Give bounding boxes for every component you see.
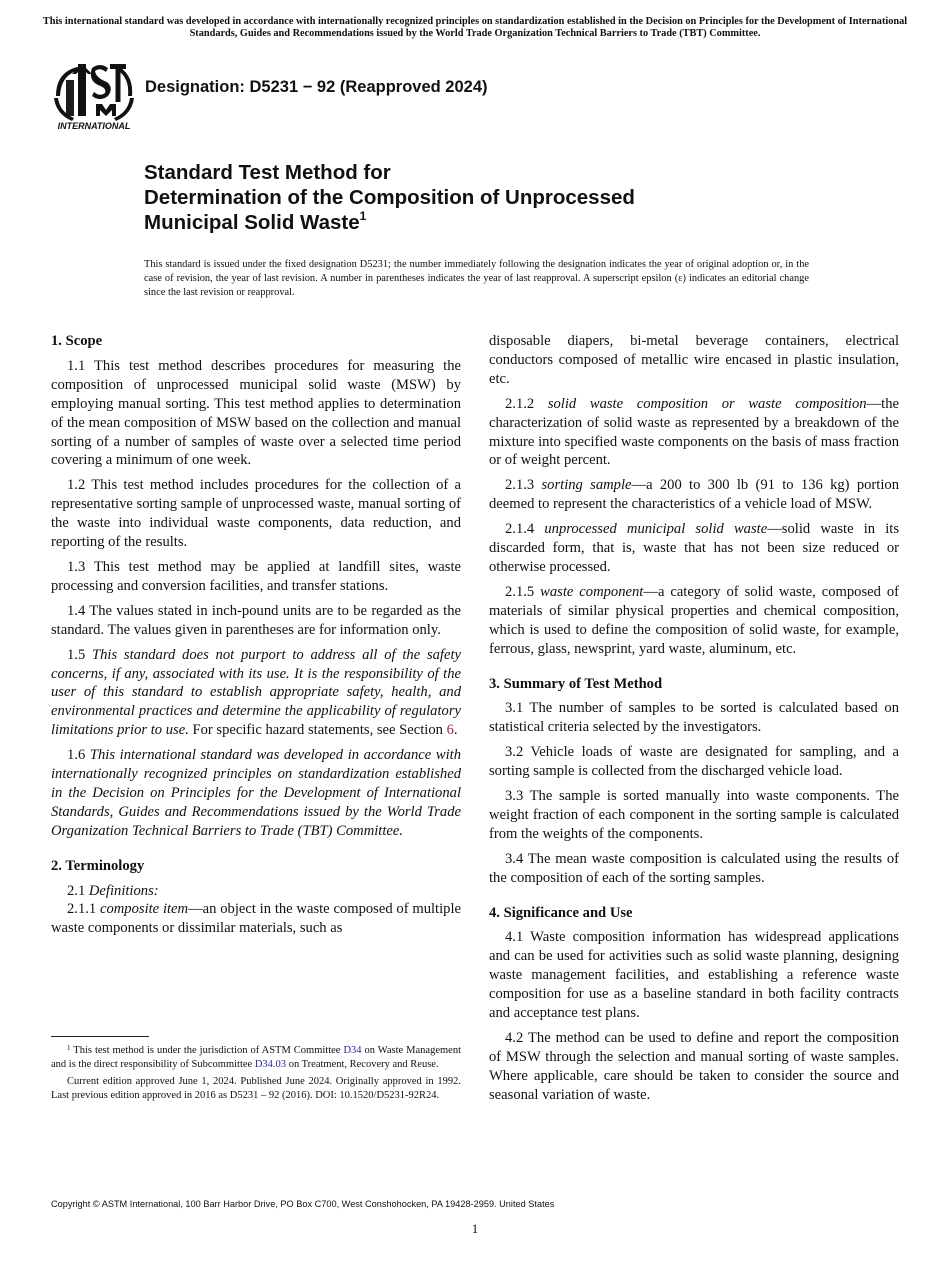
- term-waste-composition: solid waste composition or waste composition: [547, 395, 867, 412]
- para-2-1-4-text: —solid waste in its discarded form, that is, waste that has not been size reduced or otherwise processed.: [489, 521, 899, 575]
- para-1-6: [51, 746, 461, 841]
- para-3-3: 3.3 The sample is sorted manually into waste components. The weight fraction of each component in the sorting sample is calculated from the weights of the components.: [489, 788, 899, 842]
- para-4-1: 4.1 Waste composition information has widespread applications and can be used for activities such as solid waste planning, designing waste management facilities, and establishing a reference waste composition for use as a baseline standard in both facility contracts and acceptance test plans.: [489, 929, 899, 1022]
- para-2-1-3-text: —a 200 to 300 lb (91 to 136 kg) portion deemed to represent the characteristics of a vehicle load of MSW.: [489, 477, 899, 513]
- para-2-1-2: [489, 395, 899, 471]
- astm-logo: [52, 58, 136, 132]
- wto-notice: This international standard was developed in accordance with internationally recognized principles on standardization established in the Decision on Principles for the Development of International Standards, Guides and Recommendations issued by the World Trade Organization Technical Barriers to Trade (TBT) Committee.: [42, 16, 908, 39]
- para-1-5-num: 1.5: [67, 646, 93, 663]
- para-2-1-1-continued: disposable diapers, bi-metal beverage containers, electrical conductors composed of metallic wire encased in plastic insulation, etc.: [489, 333, 899, 387]
- designation: Designation: D5231 − 92 (Reapproved 2024): [145, 78, 488, 96]
- astm-logo-icon: [52, 58, 136, 132]
- right-column: [489, 332, 899, 1111]
- para-1-3: 1.3 This test method may be applied at landfill sites, waste processing and conversion facilities, and transfer stations.: [51, 558, 461, 594]
- para-2-1-5-text: —a category of solid waste, composed of materials of similar physical properties and chemical composition, which is used to define the composition of solid waste, for example, ferrous, glass, newsprint, yard waste, aluminum, etc.: [489, 583, 899, 657]
- para-2-1-1-text: —an object in the waste composed of multiple waste components or dissimilar materials, such as: [51, 901, 461, 937]
- para-1-5-tail: For specific hazard statements, see Section: [188, 722, 447, 739]
- para-3-1: 3.1 The number of samples to be sorted is calculated based on statistical criteria selected by the investigators.: [489, 700, 899, 736]
- para-2-1-5-num: 2.1.5: [505, 583, 541, 600]
- para-2-1-4-num: 2.1.4: [505, 521, 545, 538]
- title-line-2: Determination of the Composition of Unprocessed: [144, 186, 635, 209]
- footnotes: [51, 1044, 461, 1106]
- para-4-2: 4.2 The method can be used to define and report the composition of MSW through the selection and manual sorting of waste samples. Where applicable, care should be taken to consider the source and seasonal variation of waste.: [489, 1030, 899, 1103]
- para-2-1-1: [51, 900, 461, 938]
- para-2-1: [51, 882, 461, 901]
- para-1-6-italic: This international standard was developed in accordance with internationally recognized principles on standardization established in the Decision on Principles for the Development of International Standards, Guides and Recommendations issued by the World Trade Organization Technical Barriers to Trade (TBT) Committee.: [51, 747, 462, 839]
- section-heading-terminology: 2. Terminology: [51, 857, 145, 874]
- para-2-1-1-num: 2.1.1: [67, 901, 100, 918]
- para-2-1-2-num: 2.1.2: [505, 395, 548, 412]
- left-column: [51, 332, 461, 944]
- para-2-1-3: [489, 476, 899, 514]
- subcommittee-d34-03-link[interactable]: D34.03: [254, 1059, 287, 1071]
- para-2-1-5: [489, 583, 899, 659]
- para-1-5: [51, 646, 461, 741]
- page-number: 1: [471, 1221, 479, 1236]
- para-1-6-num: 1.6: [67, 747, 90, 764]
- section-heading-summary: 3. Summary of Test Method: [489, 675, 663, 692]
- section-heading-significance: 4. Significance and Use: [489, 904, 633, 921]
- term-unprocessed-msw: unprocessed municipal solid waste: [544, 521, 768, 538]
- term-waste-component: waste component: [540, 583, 644, 600]
- para-1-1: 1.1 This test method describes procedures for measuring the composition of unprocessed municipal solid waste (MSW) by employing manual sorting. This test method applies to determination of the mean composition of MSW based on the collection and manual sorting of a number of samples of waste over a selected time period covering a minimum of one week.: [51, 357, 461, 469]
- para-3-4: 3.4 The mean waste composition is calculated using the results of the composition of each of the sorting samples.: [489, 850, 899, 886]
- para-1-4: 1.4 The values stated in inch-pound units are to be regarded as the standard. The values given in parentheses are for information only.: [51, 602, 461, 638]
- para-2-1-3-num: 2.1.3: [505, 477, 542, 494]
- footnote-edition: Current edition approved June 1, 2024. Published June 2024. Originally approved in 1992. Last previous edition approved in 2016 as D5231 – 92 (2016). DOI: 10.1520/D5231-92R24.: [51, 1075, 461, 1102]
- title-line-3-text: Municipal Solid Waste: [144, 211, 360, 234]
- footnote-divider: [51, 1036, 149, 1037]
- section-6-link[interactable]: 6: [446, 722, 454, 739]
- committee-d34-link[interactable]: D34: [343, 1045, 362, 1056]
- para-2-1-2-text: —the characterization of solid waste as represented by a breakdown of the mixture into specified waste components on the basis of mass fraction or of weight percent.: [489, 395, 899, 469]
- title-line-3: [144, 210, 635, 235]
- copyright-line: Copyright © ASTM International, 100 Barr Harbor Drive, PO Box C700, West Conshohocken, PA 19428-2959. United States: [51, 1199, 555, 1209]
- footnote-1-marker: 1: [67, 1044, 71, 1052]
- logo-sub-text: INTERNATIONAL: [57, 121, 131, 131]
- footnote-1: [51, 1044, 461, 1073]
- para-3-2: 3.2 Vehicle loads of waste are designated for sampling, and a sorting sample is collected from the discharged vehicle load.: [489, 744, 899, 780]
- footnote-1-text-c: on Treatment, Recovery and Reuse.: [286, 1059, 439, 1071]
- footnote-1-text-b: on Waste Management and is the direct responsibility of Subcommittee: [51, 1045, 461, 1071]
- title-line-1: Standard Test Method for: [144, 161, 391, 184]
- section-heading-scope: 1. Scope: [51, 333, 103, 349]
- term-composite-item: composite item: [99, 901, 189, 918]
- para-2-1-num: 2.1: [67, 882, 89, 899]
- para-1-5-italic: This standard does not purport to address all of the safety concerns, if any, associated with its use. It is the responsibility of the user of this standard to establish appropriate safety, health, and environmental practices and determine the applicability of regulatory limitations prior to use.: [51, 646, 461, 739]
- footnote-1-text-a: This test method is under the jurisdiction of ASTM Committee: [70, 1045, 344, 1056]
- para-2-1-4: [489, 520, 899, 577]
- title-footnote-marker: 1: [359, 209, 367, 223]
- para-1-2: 1.2 This test method includes procedures for the collection of a representative sorting sample of unprocessed waste, manual sorting of the waste into individual waste components, data reduction, and reporting of the results.: [51, 477, 461, 551]
- para-2-1-italic: Definitions:: [88, 882, 159, 899]
- document-title: [144, 160, 635, 235]
- issued-note: This standard is issued under the fixed designation D5231; the number immediately following the designation indicates the year of original adoption or, in the case of revision, the year of last revision. A number in parentheses indicates the year of last reapproval. A superscript epsilon (ε) indicates an editorial change since the last revision or reapproval.: [144, 259, 809, 299]
- para-1-5-end: .: [453, 722, 458, 739]
- term-sorting-sample: sorting sample: [541, 477, 632, 494]
